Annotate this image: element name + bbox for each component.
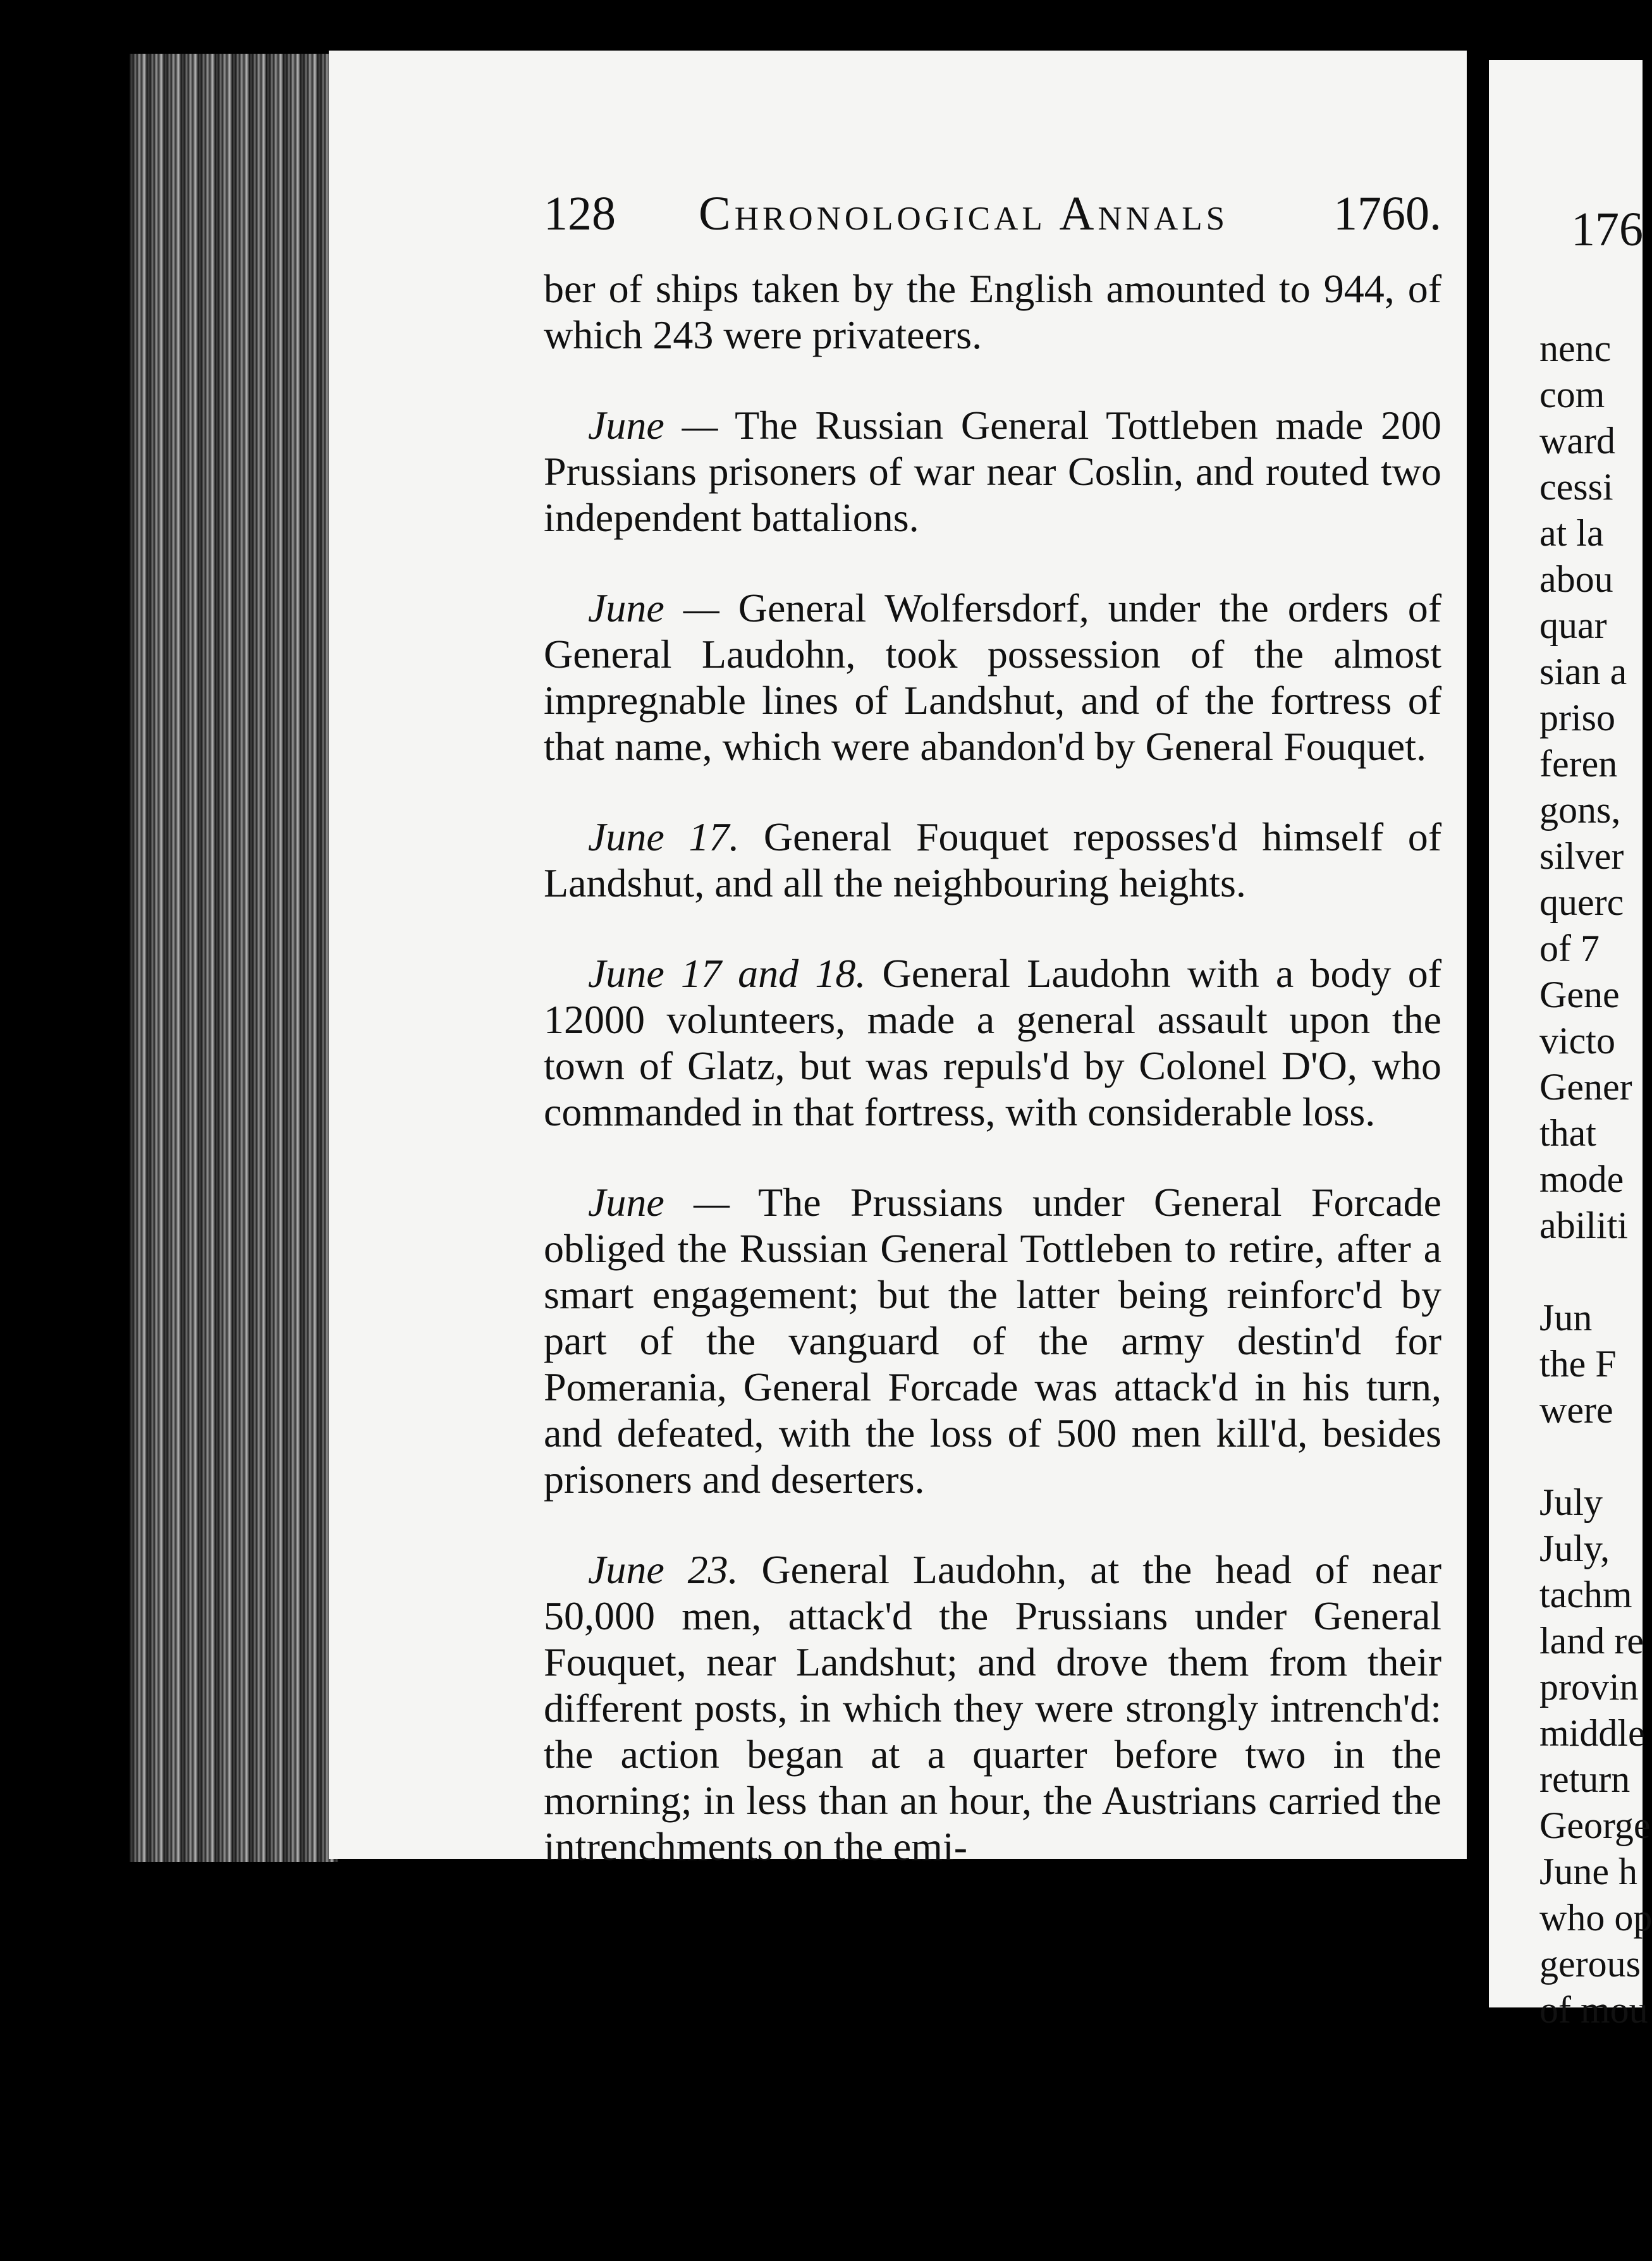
- right-running-head: 176: [1571, 203, 1643, 256]
- page-number: 128: [544, 187, 616, 240]
- entry-text: General Wolfersdorf, under the orders of General Laudohn, took possession of the almost impregnable lines of Landshut, and of the fortress of that name, which were abandon'd by General Fouquet.: [544, 585, 1442, 769]
- right-page-line: sian a: [1539, 651, 1627, 692]
- right-page-line: George: [1539, 1805, 1651, 1846]
- entry-date: June 17 and 18.: [588, 951, 866, 996]
- right-page-line: ward: [1539, 420, 1615, 462]
- paragraph: [544, 585, 1441, 769]
- right-page-text: [1539, 326, 1652, 2033]
- left-page: [329, 51, 1467, 1869]
- entry-text: The Prussians under General Forcade obliged the Russian General Tottleben to retire, after a smart engagement; but the latter being reinforc'd by part of the vanguard of the army destin'd for Pomerania, General Forcade was attack'd in his turn, and defeated, with the loss of 500 men kill'd, besides prisoners and deserters.: [544, 1180, 1442, 1502]
- right-page-line: of mou: [1539, 1989, 1648, 2031]
- paragraph: [544, 814, 1441, 906]
- right-page-line: the F: [1539, 1343, 1617, 1385]
- paragraph: [544, 950, 1441, 1135]
- right-page-line: June h: [1539, 1851, 1637, 1892]
- entry-text: The Russian General Tottleben made 200 Prussians prisoners of war near Coslin, and routed two independent battalions.: [544, 403, 1442, 540]
- right-page-line: abou: [1539, 558, 1613, 600]
- right-page-line: that: [1539, 1112, 1596, 1154]
- running-head: [544, 187, 1441, 256]
- paragraph: [544, 402, 1441, 541]
- entry-date: June —: [588, 403, 718, 448]
- running-year: 1760.: [1333, 187, 1441, 240]
- entry-date: June —: [588, 1180, 730, 1225]
- right-page-line: July: [1539, 1481, 1603, 1523]
- right-page-line: tachm: [1539, 1574, 1632, 1615]
- right-page-line: nenc: [1539, 328, 1612, 369]
- right-page-line: priso: [1539, 697, 1615, 738]
- right-page-line: [1539, 1433, 1652, 1480]
- scan-background: [0, 1872, 1489, 2261]
- paragraph: [544, 1179, 1441, 1502]
- entry-text: ber of ships taken by the English amounted to 944, of which 243 were privateers.: [544, 266, 1441, 357]
- right-page-line: middle: [1539, 1712, 1645, 1754]
- right-page-line: Gener: [1539, 1066, 1632, 1108]
- right-page-line: silver: [1539, 835, 1624, 877]
- right-page-line: victo: [1539, 1020, 1615, 1062]
- right-page-line: Gene: [1539, 974, 1620, 1015]
- right-page-line: cessi: [1539, 466, 1613, 508]
- right-page-line: abiliti: [1539, 1204, 1628, 1246]
- entry-text: General Fouquet reposses'd himself of Landshut, and all the neighbouring heights.: [544, 814, 1442, 905]
- entry-date: June —: [588, 585, 719, 630]
- entry-text: General Laudohn with a body of 12000 volunteers, made a general assault upon the town of Glatz, but was repuls'd by Colonel D'O, who commanded in that fortress, with considerable loss.: [544, 951, 1442, 1134]
- page-body: [544, 266, 1441, 1914]
- right-page-line: at la: [1539, 512, 1604, 554]
- right-page-line: quar: [1539, 604, 1607, 646]
- right-page-line: Jun: [1539, 1297, 1593, 1339]
- paragraph: [544, 266, 1441, 358]
- entry-date: June 17.: [588, 814, 740, 859]
- right-page-line: com: [1539, 374, 1605, 415]
- entry-date: June 23.: [588, 1547, 738, 1592]
- right-page-line: land re: [1539, 1620, 1644, 1662]
- right-page-line: gerous: [1539, 1943, 1641, 1985]
- entry-text: General Laudohn, at the head of near 50,000 men, attack'd the Prussians under General Fouquet, near Landshut; and drove them from their different posts, in which they were strongly intrench'd: the action began at a quarter before two in the morning; in less than an hour, the Austrians carried the intrenchments on the emi-: [544, 1547, 1442, 1869]
- right-page-line: querc: [1539, 881, 1624, 923]
- right-page-line: return: [1539, 1758, 1631, 1800]
- right-page-line: who op: [1539, 1897, 1652, 1939]
- right-page-line: of 7: [1539, 928, 1600, 969]
- right-page-line: July,: [1539, 1528, 1610, 1569]
- right-page-line: provin: [1539, 1666, 1639, 1708]
- right-page-line: feren: [1539, 743, 1618, 785]
- right-page-line: gons,: [1539, 789, 1621, 831]
- paragraph: [544, 1547, 1441, 1870]
- right-page-line: [1539, 1249, 1652, 1295]
- book-page-edges: [130, 54, 338, 1862]
- right-page-line: were: [1539, 1389, 1613, 1431]
- running-title: Chronological Annals: [699, 187, 1229, 240]
- right-page: [1489, 60, 1652, 2031]
- right-page-line: mode: [1539, 1158, 1624, 1200]
